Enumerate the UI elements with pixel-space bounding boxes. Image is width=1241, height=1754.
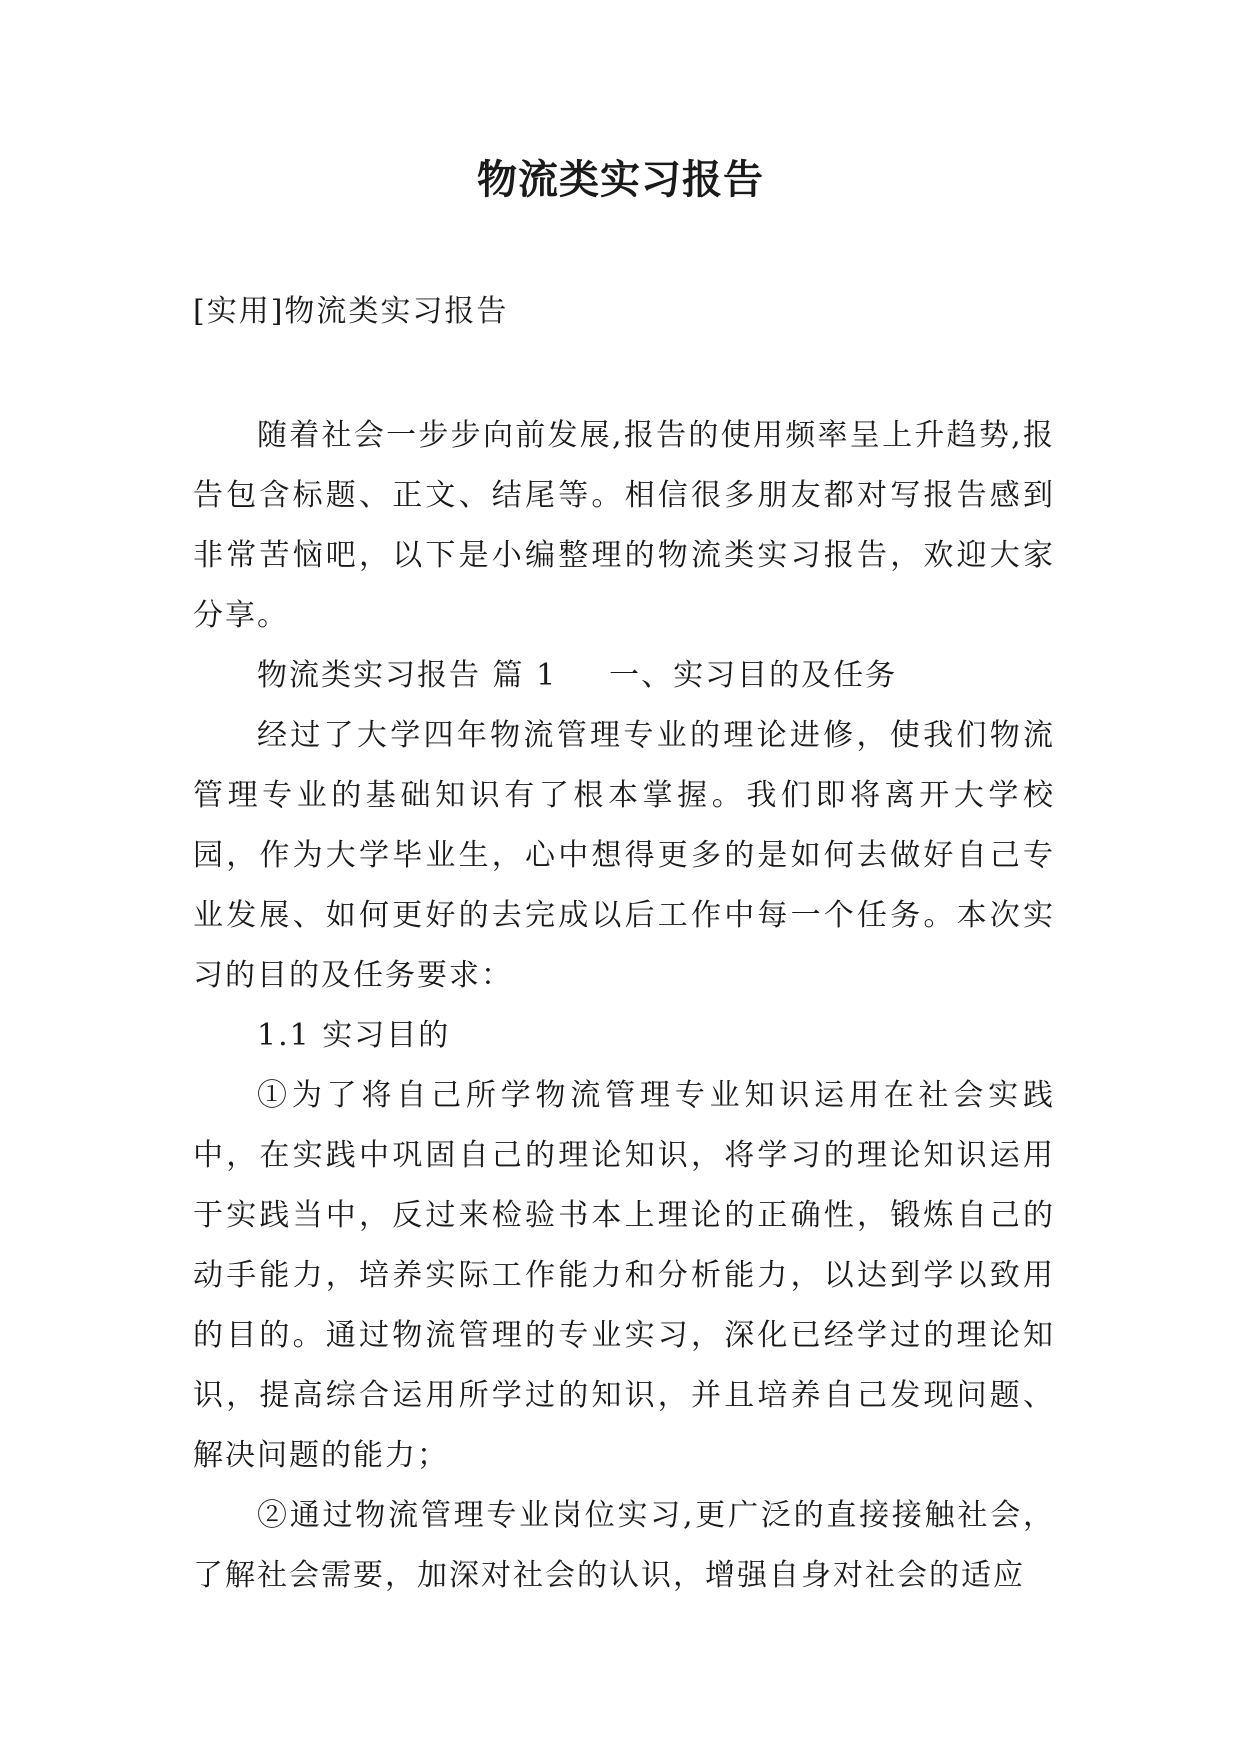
section-heading: 一、实习目的及任务	[609, 658, 898, 693]
body-paragraph: ①为了将自己所学物流管理专业知识运用在社会实践中，在实践中巩固自己的理论知识，将学习的理论知识运用于实践当中，反过来检验书本上理论的正确性，锻炼自己的动手能力，培养实际工作能力和分析能力，以达到学以致用的目的。通过物流管理的专业实习，深化已经学过的理论知识，提高综合运用所学过的知识，并且培养自己发现问题、解决问题的能力；	[193, 1078, 1055, 1473]
article-label: 物流类实习报告 篇 1	[257, 658, 558, 693]
document-title: 物流类实习报告	[477, 156, 764, 203]
document-body	[193, 406, 1055, 1606]
document-subtitle: [实用]物流类实习报告	[193, 294, 509, 329]
intro-paragraph: 随着社会一步步向前发展,报告的使用频率呈上升趋势,报告包含标题、正文、结尾等。相信很多朋友都对写报告感到非常苦恼吧，以下是小编整理的物流类实习报告，欢迎大家分享。	[193, 418, 1055, 633]
article-heading-line	[193, 646, 1055, 706]
subheading-internship-purpose: 1.1 实习目的	[257, 1018, 451, 1053]
body-paragraph: ②通过物流管理专业岗位实习,更广泛的直接接触社会，了解社会需要，加深对社会的认识，增强自身对社会的适应	[193, 1498, 1055, 1593]
body-paragraph: 经过了大学四年物流管理专业的理论进修，使我们物流管理专业的基础知识有了根本掌握。我们即将离开大学校园，作为大学毕业生，心中想得更多的是如何去做好自己专业发展、如何更好的去完成以后工作中每一个任务。本次实习的目的及任务要求：	[193, 718, 1055, 993]
